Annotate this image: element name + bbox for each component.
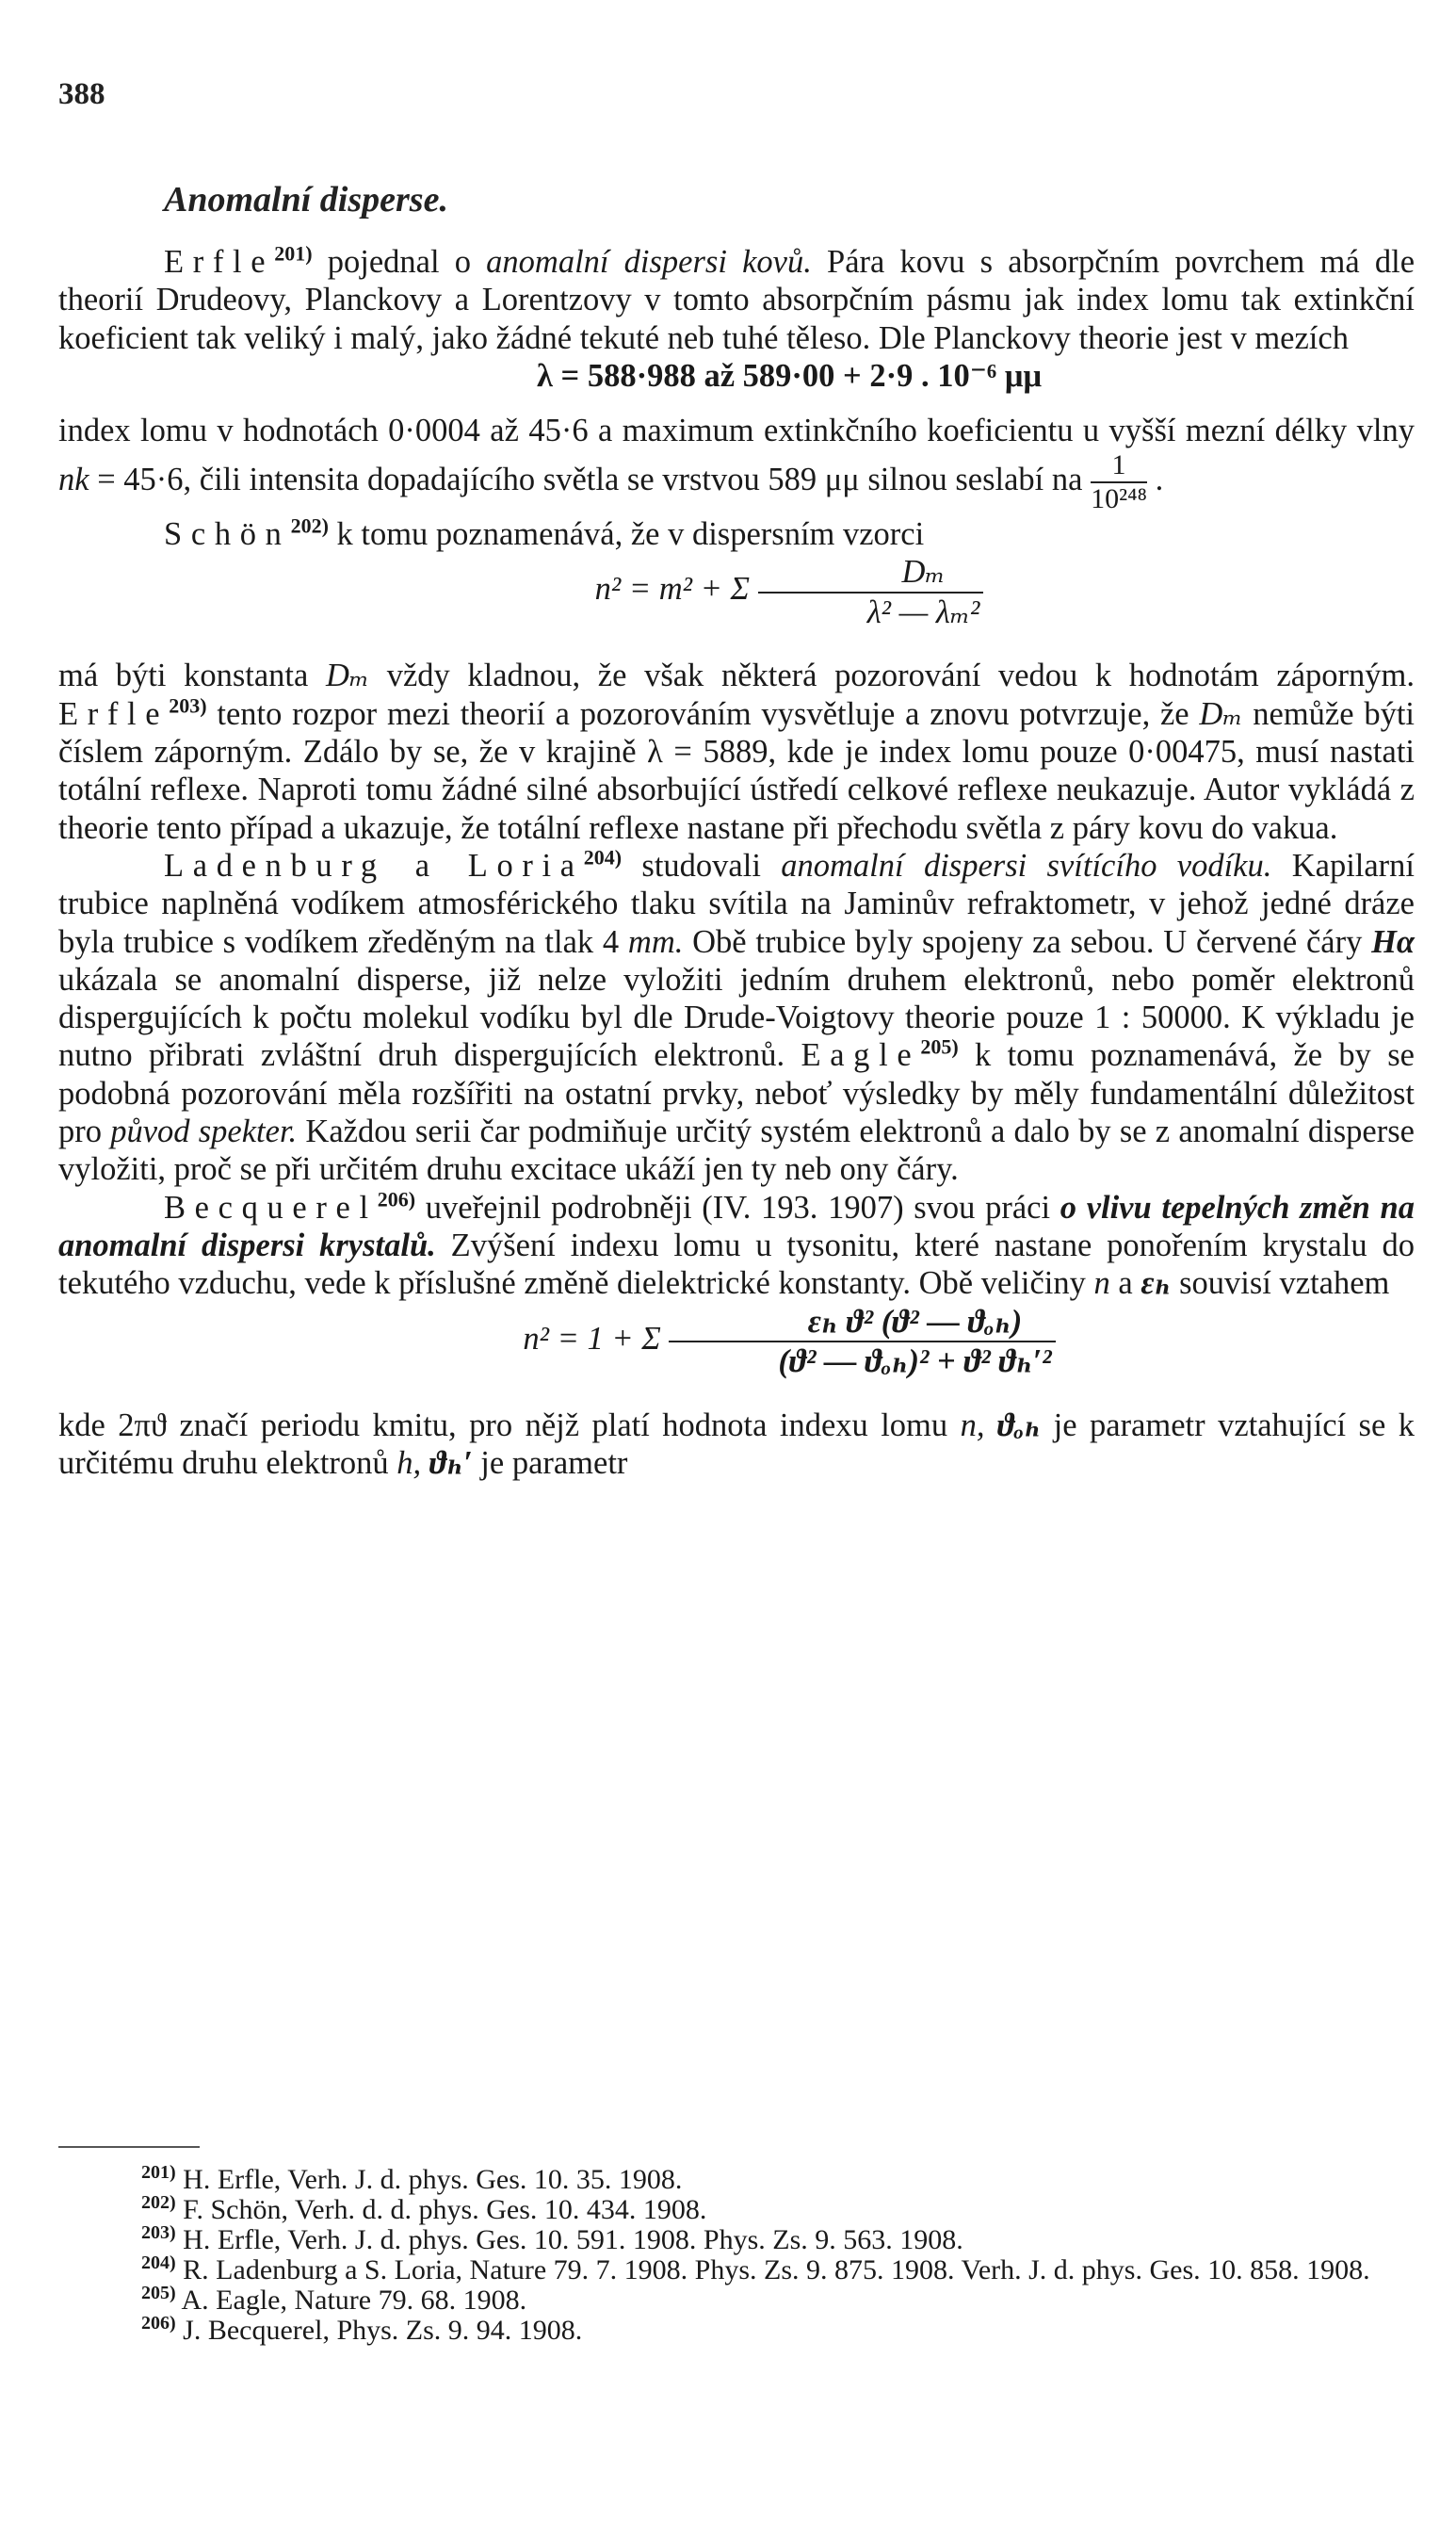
paragraph-period: [58, 1407, 1415, 1483]
footnotes: [58, 2162, 1415, 2346]
equation-wavelength: [58, 357, 1415, 412]
text: Kapilarní trubice naplněná vodíkem atmosférického tlaku svítila na Jaminův refraktometr, v jehož jedné dráze byla trubice s vodíkem zředěným na tlak 4: [58, 847, 1416, 960]
bold-italic-term: ϑₒₕ: [984, 1407, 1042, 1443]
footnote: [58, 2252, 1415, 2285]
footnote: [58, 2162, 1415, 2195]
author-name: Becquerel: [164, 1189, 378, 1226]
footnote-ref: 202): [290, 513, 329, 538]
author-name: Schön: [164, 516, 291, 553]
italic-term: Dₘ: [325, 658, 370, 694]
text: = 45·6, čili intensita dopadajícího světla se vrstvou 589 μμ silnou seslabí na: [89, 462, 1092, 498]
text: Zvýšení indexu lomu u tysonitu, které nastane ponořením krystalu do tekutého vzduchu, vede k příslušné změně dielektrické konstanty. Obě veličiny: [58, 1227, 1415, 1302]
text: a: [1109, 1265, 1141, 1302]
fraction-denominator: 10²⁴⁸: [1091, 483, 1147, 515]
text: Obě trubice byly spojeny za sebou. U červené čáry: [683, 923, 1372, 960]
footnote-mark: 205): [141, 2283, 176, 2303]
fraction-denominator: λ² — λₘ²: [866, 594, 980, 630]
footnote-ref: 204): [583, 845, 623, 870]
page-number: 388: [58, 77, 105, 111]
fraction-numerator: Dₘ: [758, 553, 984, 593]
author-name: Erfle: [58, 695, 170, 732]
footnote-text: H. Erfle, Verh. J. d. phys. Ges. 10. 35. 1908.: [175, 2164, 683, 2195]
text: index lomu v hodnotách 0·0004 až 45·6 a maximum extinkčního koeficientu u vyšší mezní délky vlny: [58, 412, 1415, 448]
italic-term: Dₘ: [1199, 695, 1243, 732]
paragraph-constant: [58, 657, 1415, 846]
footnote-text: H. Erfle, Verh. J. d. phys. Ges. 10. 591. 1908. Phys. Zs. 9. 563. 1908.: [175, 2224, 963, 2255]
body-text: [58, 243, 1415, 1482]
footnote: [58, 2222, 1415, 2255]
equation-text: λ = 588·988 až 589·00 + 2·9 . 10⁻⁶ μμ: [536, 357, 1042, 394]
footnote-mark: 204): [141, 2252, 176, 2273]
footnote-ref: 206): [377, 1187, 416, 1212]
text: kde 2πϑ značí periodu kmitu, pro nějž platí hodnota indexu lomu: [58, 1407, 961, 1443]
author-name: Ladenburg a Loria: [164, 847, 584, 884]
text: uveřejnil podrobněji (IV. 193. 1907) svou práci: [415, 1189, 1060, 1226]
section-title: Anomalní disperse.: [164, 180, 448, 220]
paragraph-becquerel: [58, 1189, 1415, 1303]
equation-lhs: n² = m² + Σ: [594, 571, 751, 608]
equation-tysonite: [58, 1303, 1415, 1407]
italic-term: h,: [396, 1444, 422, 1481]
text: nemůže býti číslem záporným. Zdálo by se, že v krajině λ = 5889, kde je index lomu pouze 0·00475, musí nastati totální reflexe. Naproti tomu žádné silné absorbující ústředí celkové reflexe neukazuje. Autor vykládá z theorie tento případ a ukazuje, že totální reflexe nastane při přechodu světla z páry kovu do vakua.: [58, 695, 1415, 846]
text: pojednal o: [312, 244, 487, 280]
footnote-mark: 206): [141, 2313, 176, 2334]
italic-term: n,: [960, 1407, 985, 1443]
italic-term: původ spekter.: [110, 1114, 298, 1150]
paragraph-index: [58, 412, 1415, 515]
footnote-text: J. Becquerel, Phys. Zs. 9. 94. 1908.: [175, 2315, 583, 2346]
footnote-ref: 201): [274, 241, 313, 266]
text: vždy kladnou, že však některá pozorování vedou k hodnotám záporným.: [369, 658, 1415, 694]
italic-term: anomalní dispersi kovů.: [486, 244, 812, 280]
paragraph-erfle: [58, 243, 1415, 357]
equation-lhs: n² = 1 + Σ: [523, 1320, 661, 1357]
text: k tomu poznamenává, že by se podobná pozorování měla rozšířiti na ostatní prvky, neboť výsledky by měly fundamentální důležitost pro: [58, 1037, 1415, 1150]
paragraph-ladenburg: [58, 847, 1415, 1189]
inline-fraction: [1091, 449, 1147, 515]
bold-italic-term: o vlivu tepelných změn na anomalní dispersi krystalů.: [58, 1189, 1415, 1263]
author-name: Eagle: [801, 1037, 921, 1074]
italic-term: anomalní dispersi svítícího vodíku.: [781, 847, 1272, 884]
bold-italic-term: εₕ: [1141, 1265, 1172, 1302]
text: .: [1147, 462, 1164, 498]
bold-italic-term: Hα: [1371, 923, 1416, 960]
footnote-text: A. Eagle, Nature 79. 68. 1908.: [175, 2285, 527, 2316]
footnote-ref: 205): [920, 1034, 959, 1059]
footnote: [58, 2313, 1415, 2346]
footnote-divider: [58, 2146, 200, 2148]
bold-italic-term: ϑₕ′: [421, 1444, 473, 1481]
text: Každou serii čar podmiňuje určitý systém elektronů a dalo by se z anomalní disperse vyložiti, proč se při určitém druhu excitace ukáží jen ty neb ony čáry.: [58, 1114, 1415, 1188]
author-name: Erfle: [164, 244, 275, 280]
footnote-mark: 202): [141, 2192, 176, 2213]
footnote: [58, 2285, 1415, 2316]
text: k tomu poznamenává, že v dispersním vzorci: [328, 516, 925, 553]
paragraph-schon: [58, 515, 1415, 553]
footnote: [58, 2192, 1415, 2225]
fraction-numerator: εₕ ϑ² (ϑ² — ϑₒₕ): [669, 1303, 1055, 1342]
text: studovali: [622, 847, 782, 884]
footnote-mark: 201): [141, 2162, 176, 2183]
equation-dispersion: [58, 553, 1415, 657]
italic-term: mm.: [627, 923, 684, 960]
text: ukázala se anomalní disperse, již nelze vyložiti jedním druhem elektronů, nebo poměr elektronů dispergujících k počtu molekul vodíku byl dle Drude-Voigtovy theorie pouze 1 : 50000. K výkladu je nutno přibrati zvláštní druh dispergujících elektronů.: [58, 961, 1415, 1074]
footnote-mark: 203): [141, 2222, 176, 2243]
equation-fraction: [758, 553, 984, 631]
text: Pára kovu s absorpčním povrchem má dle theorií Drudeovy, Planckovy a Lorentzovy v tomto absorpčním pásmu jak index lomu tak extinkční koeficient tak veliký i malý, jako žádné tekuté neb tuhé těleso. Dle Planckovy theorie jest v mezích: [58, 244, 1416, 356]
text: má býti konstanta: [58, 658, 326, 694]
text: je parametr vztahující se k určitému druhu elektronů: [58, 1407, 1415, 1481]
equation-fraction: [669, 1303, 1055, 1381]
footnote-ref: 203): [169, 693, 207, 718]
text: tento rozpor mezi theorií a pozorováním vysvětluje a znovu potvrzuje, že: [206, 695, 1200, 732]
footnote-text: R. Ladenburg a S. Loria, Nature 79. 7. 1908. Phys. Zs. 9. 875. 1908. Verh. J. d. phys. Ges. 10. 858. 1908.: [175, 2254, 1370, 2285]
text: souvisí vztahem: [1171, 1265, 1390, 1302]
italic-term: n: [1093, 1265, 1110, 1302]
italic-term: nk: [58, 462, 89, 498]
fraction-numerator: 1: [1091, 449, 1147, 483]
footnote-text: F. Schön, Verh. d. d. phys. Ges. 10. 434. 1908.: [175, 2194, 707, 2225]
text: je parametr: [472, 1444, 628, 1481]
fraction-denominator: (ϑ² — ϑₒₕ)² + ϑ² ϑₕ′²: [778, 1342, 1052, 1379]
